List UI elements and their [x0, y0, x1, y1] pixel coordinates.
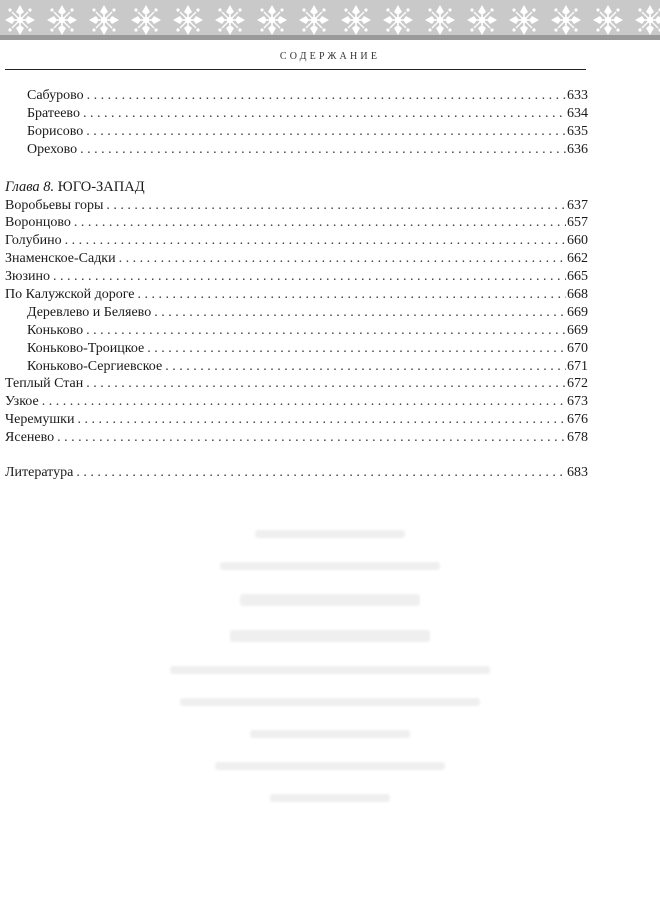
ornament-pattern — [0, 0, 660, 40]
toc-entry — [5, 250, 588, 268]
table-of-contents — [5, 87, 588, 482]
toc-entry-page: 672 — [567, 376, 588, 392]
dot-leader — [86, 123, 566, 141]
toc-entry — [5, 141, 588, 159]
toc-entry-page: 668 — [567, 287, 588, 303]
toc-subentry — [5, 304, 588, 322]
toc-entry-title: Коньково-Троицкое — [27, 340, 145, 356]
header-rule — [5, 69, 586, 70]
toc-entry-title: Литература — [5, 465, 74, 481]
toc-entry-title: Сабурово — [27, 88, 84, 103]
toc-subentry — [5, 340, 588, 358]
toc-entry-page: 669 — [567, 304, 588, 320]
toc-entry — [5, 197, 588, 215]
toc-entry-page: 635 — [567, 123, 588, 139]
toc-entry-title: Ясенево — [5, 430, 55, 446]
dot-leader — [86, 375, 566, 393]
toc-entry-title: Коньково — [27, 322, 84, 338]
toc-entry-page: 665 — [567, 269, 588, 285]
dot-leader — [76, 464, 566, 482]
spacer — [5, 159, 588, 177]
toc-entry-page: 678 — [567, 430, 588, 446]
toc-entry — [5, 393, 588, 411]
toc-entry-title: Воронцово — [5, 215, 71, 231]
toc-entry-page: 657 — [567, 215, 588, 231]
toc-entry-page: 676 — [567, 412, 588, 428]
dot-leader — [53, 268, 566, 286]
toc-entry-title: Коньково-Сергиевское — [27, 358, 163, 374]
toc-entry-page: 633 — [567, 88, 588, 103]
spacer — [5, 447, 588, 464]
toc-entry — [5, 214, 588, 232]
toc-entry — [5, 286, 588, 304]
toc-entry-page: 634 — [567, 105, 588, 121]
dot-leader — [65, 232, 566, 250]
toc-entry — [5, 429, 588, 447]
toc-entry — [5, 123, 588, 141]
toc-entry-page: 669 — [567, 322, 588, 338]
toc-entry-page: 670 — [567, 340, 588, 356]
dot-leader — [106, 197, 566, 215]
chapter-title: ЮГО-ЗАПАД — [57, 178, 145, 195]
ornament-border — [0, 0, 660, 40]
dot-leader — [87, 87, 566, 105]
toc-entry — [5, 411, 588, 429]
dot-leader — [80, 141, 566, 159]
dot-leader — [119, 250, 566, 268]
toc-entry — [5, 375, 588, 393]
dot-leader — [74, 214, 566, 232]
toc-entry — [5, 87, 588, 105]
toc-entry-title: По Калужской дороге — [5, 287, 135, 303]
toc-entry-title: Деревлево и Беляево — [27, 304, 152, 320]
bleed-through-text — [150, 530, 510, 890]
toc-entry-page: 637 — [567, 197, 588, 213]
chapter-heading — [5, 177, 588, 197]
toc-entry-title: Теплый Стан — [5, 376, 84, 392]
toc-entry-title: Братеево — [27, 105, 80, 121]
toc-entry — [5, 232, 588, 250]
dot-leader — [57, 429, 566, 447]
toc-entry-title: Узкое — [5, 394, 39, 410]
toc-entry-title: Воробьевы горы — [5, 197, 104, 213]
toc-entry-title: Голубино — [5, 233, 62, 249]
toc-entry — [5, 268, 588, 286]
dot-leader — [77, 411, 566, 429]
dot-leader — [154, 304, 566, 322]
toc-entry-page: 660 — [567, 233, 588, 249]
toc-entry-title: Черемушки — [5, 412, 75, 428]
running-head: СОДЕРЖАНИЕ — [279, 51, 381, 62]
toc-entry-title: Борисово — [27, 123, 84, 139]
dot-leader — [86, 322, 566, 340]
toc-entry-page: 662 — [567, 251, 588, 267]
dot-leader — [138, 286, 566, 304]
toc-entry-title: Знаменское-Садки — [5, 251, 116, 267]
toc-entry-title: Орехово — [27, 141, 78, 157]
toc-literature-entry — [5, 464, 588, 482]
toc-entry-page: 683 — [567, 465, 588, 481]
toc-entry — [5, 105, 588, 123]
dot-leader — [83, 105, 566, 123]
toc-subentry — [5, 358, 588, 376]
toc-entry-title: Зюзино — [5, 269, 50, 285]
toc-subentry — [5, 322, 588, 340]
dot-leader — [42, 393, 566, 411]
toc-entry-page: 671 — [567, 358, 588, 374]
dot-leader — [147, 340, 566, 358]
chapter-label: Глава 8. — [5, 178, 55, 195]
dot-leader — [165, 358, 566, 376]
toc-entry-page: 673 — [567, 394, 588, 410]
toc-entry-page: 636 — [567, 141, 588, 157]
